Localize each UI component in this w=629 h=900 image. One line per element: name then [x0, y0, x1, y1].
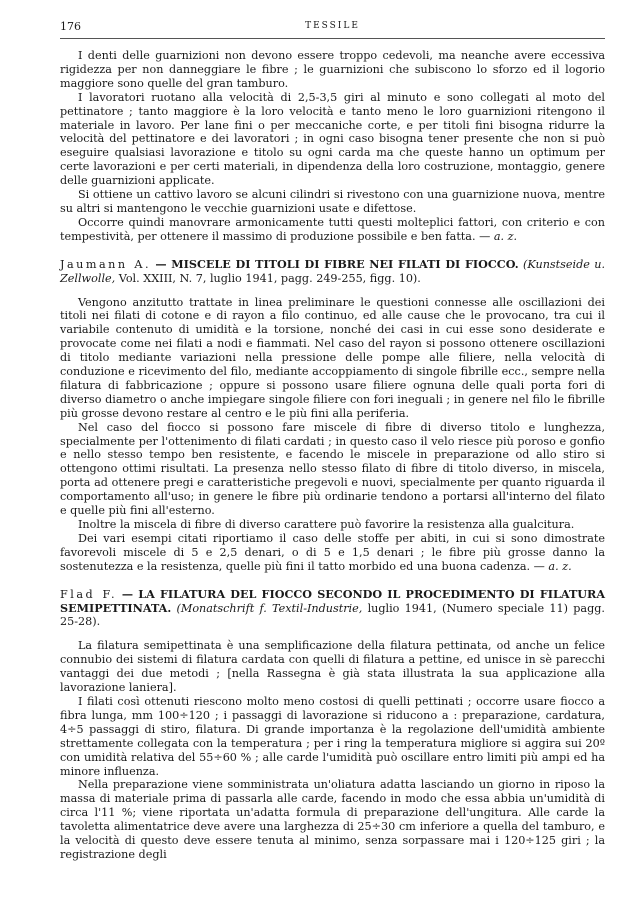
paragraph: I filati così ottenuti riescono molto meno costosi di quelli pettinati ; occorre usare fiocco a fibra lunga, mm 100÷120 ; i passaggi di lavorazione si riducono a : preparazione, cardatura, 4÷5 passaggi di stiro, filatura. Di grande importanza è la regolazione dell'umidità ambiente strettamente collegata con la temperatura ; per i ring la temperatura migliore si aggira sui 20º con umidità relativa del 55÷60 % ; alle carde l'umidità può oscillare entro limiti più ampi ed ha minore influenza. — [60, 694, 605, 778]
paragraph: Inoltre la miscela di fibre di diverso carattere può favorire la resistenza alla gualcitura. — [78, 518, 575, 531]
page-number: 176 — [60, 20, 81, 33]
entry-source: (Monatschrift f. Textil-Industrie, — [176, 601, 363, 615]
entry-source: (Kunstseide u. Zellwolle, — [60, 257, 606, 285]
running-title: TESSILE — [305, 21, 360, 31]
paragraph-with-initials — [60, 532, 605, 574]
entry-author: Jaumann A. — [60, 257, 152, 271]
entry-title: — MISCELE DI TITOLI DI FIBRE NEI FILATI DI FIOCCO. — [155, 256, 519, 271]
paragraph: I lavoratori ruotano alla velocità di 2,5-3,5 giri al minuto e sono collegati al moto del pettinatore ; tanto maggiore è la loro velocità e tanto meno le loro guarnizioni ritengono il materiale in lavoro. Per lane fini o per meccaniche corte, e per titoli fini bisogna ridurre la velocità del pettinatore e dei lavoratori ; in ogni caso bisogna tener presente che non si può eseguire qualsiasi lavorazione e titolo su ogni carda ma che queste hanno un optimum per certe lavorazioni e per certi materiali, in dipendenza della loro costruzione, montaggio, genere delle guarnizioni applicate. — [60, 90, 605, 188]
paragraph: Nella preparazione viene somministrata un'oliatura adatta lasciando un giorno in riposo la massa di materiale prima di passarla alle carde, facendo in modo che essa abbia un'umidità di circa l'11 %; viene riportata un'adatta formula di preparazione dell'ungitura. Alle carde la tavoletta alimentatrice deve avere una larghezza di 25÷30 cm inferiore a quella del tamburo, e la velocità di questo deve essere tenuta al minimo, senza sorpassare mai i 120÷125 giri ; la registrazione degli — [60, 778, 605, 861]
entry-citation: luglio 1941, (Numero speciale 11) pagg. 25-28). — [60, 601, 605, 629]
paragraph-text: Occorre quindi manovrare armonicamente tutti questi molteplici fattori, con criterio e con tempestività, per ottenere il massimo di produzione possibile e ben fatta. — [60, 215, 605, 243]
author-initials: — a. z. — [533, 559, 572, 573]
paragraph: Si ottiene un cattivo lavoro se alcuni cilindri si rivestono con una guarnizione nuova, mentre su altri si mantengono le vecchie guarnizioni usate e difettose. — [60, 188, 605, 215]
entry-author: Flad F. — [60, 587, 118, 601]
author-initials: — a. z. — [479, 229, 518, 243]
entry-title: — LA FILATURA DEL FIOCCO SECONDO IL PROCEDIMENTO DI FILATURA SEMIPETTINATA. — [60, 586, 605, 615]
paragraph: I denti delle guarnizioni non devono essere troppo cedevoli, ma neanche avere eccessiva rigidezza per non danneggiare le fibre ; le guarnizioni che subiscono lo sforzo ed il logorio maggiore sono quelle del gran tamburo. — [60, 49, 605, 90]
article-continuation — [60, 49, 605, 244]
page — [60, 20, 605, 862]
review-body-flad — [60, 639, 605, 862]
entry-citation: Vol. XXIII, N. 7, luglio 1941, pagg. 249-255, figg. 10). — [118, 271, 421, 285]
review-body-jaumann — [60, 296, 605, 574]
paragraph-text: Dei vari esempi citati riportiamo il caso delle stoffe per abiti, in cui si sono dimostrate favorevoli miscele di 5 e 2,5 denari, o di 5 e 1,5 denari ; le fibre più grosse danno la sostenutezza e la resistenza, quelle più fini il tatto morbido ed una buona cadenza. — [60, 531, 605, 573]
paragraph: Vengono anzitutto trattate in linea preliminare le questioni connesse alle oscillazioni dei titoli nei filati di cotone e di rayon a filo continuo, ed alle cause che le provocano, tra cui il variabile contenuto di umidità e la torsione, nonché dei casi in cui esse sono desiderate e provocate come nei filati a nodi e fiammati. Nel caso del rayon si possono ottenere oscillazioni di titolo mediante variazioni nella pressione delle pompe alle filiere, nella velocità di conduzione e ricevimento del filo, mediante accoppiamento di singole fibrille ecc., sempre nella filatura di fabbricazione ; oppure si possono usare filiere ognuna delle quali porta fori di diverso diametro o anche impiegare singole filiere con fori ineguali ; in genere nel filo le fibrille più grosse devono restare al centro e le più fini alla periferia. — [60, 295, 605, 420]
page-header — [60, 20, 605, 39]
paragraph: La filatura semipettinata è una semplificazione della filatura pettinata, od anche un felice connubio dei sistemi di filatura cardata con quelli di filatura a pettine, ed unisce in sè parecchi vantaggi dei due metodi ; [nella Rassegna è già stata illustrata la sua applicazione alla lavorazione laniera]. — [60, 639, 605, 695]
review-entry-flad — [60, 588, 605, 630]
paragraph: Nel caso del fiocco si possono fare miscele di fibre di diverso titolo e lunghezza, specialmente per l'ottenimento di filati cardati ; in questo caso il velo riesce più poroso e gonfio e nello stesso tempo ben resistente, e facendo le miscele in preparazione od allo stiro si ottengono ottimi risultati. La presenza nello stesso filato di fibre di titolo diverso, in miscela, porta ad ottenere pregi e caratteristiche pregevoli e nuovi, specialmente per quanto riguarda il comportamento all'uso; in genere le fibre più ordinarie tendono a portarsi all'interno del filato e quelle più fini all'esterno. — [60, 420, 605, 518]
paragraph-with-initials — [60, 216, 605, 244]
review-entry-jaumann — [60, 258, 605, 286]
